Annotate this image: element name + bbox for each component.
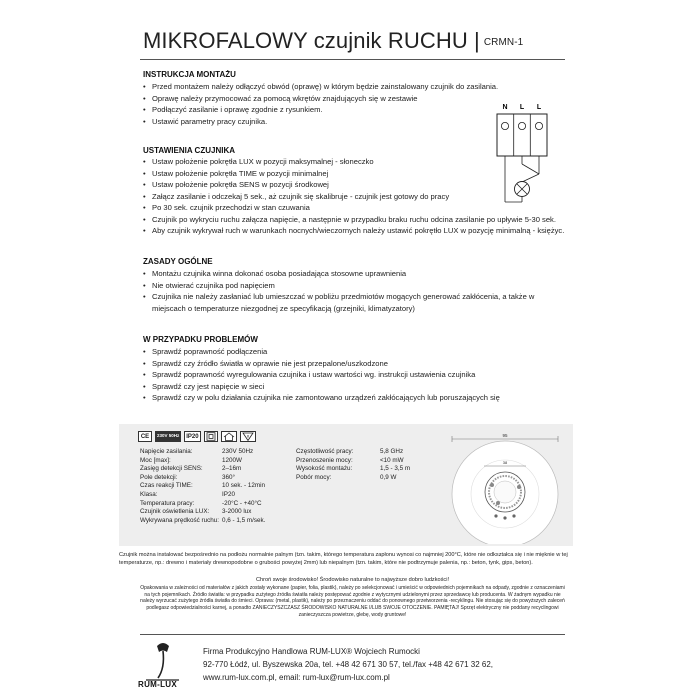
spec-row: Klasa: IP20 [140, 490, 235, 498]
sensor-drawing [440, 432, 570, 544]
spec-row: Napięcie zasilania: 230V 50Hz [140, 448, 254, 455]
list-item: • Po 30 sek. czujnik przechodzi w stan czuwania [143, 202, 563, 214]
footer-divider [140, 634, 565, 635]
problemy-list [143, 346, 563, 404]
spec-row: Częstotliwość pracy: 5,8 GHz [296, 448, 404, 455]
list-item: • Nie otwierać czujnika pod napięciem [143, 280, 563, 292]
eco-body: Opakowania w zależności od materiałów z jakich zostały wykonane (papier, folia, plastik), należy po selekcjonować i umieścić w odpowiednich pojemnikach na odpady, zgodnie z oznaczeniami na tych pojemnikach. Źródło światła: w przypadku zużytego źródła światła należy postępować zgodnie z wytycznymi udzielonymi przez sprzedawcę lub producenta. W żadnym wypadku nie należy wyrzucać zużytego źródła światła do śmieci. Oprawa: (metal, plastik), należy po przeznaczeniu oddać do ponownego przetworzenia -recyklingu. Nie stosując się do powyższych zaleceń podlegasz odpowiedzialności karnej, a ponadto ZANIECZYSZCZASZ ŚRODOWISKO NATURALNE I/LUB SWOJE OTOCZENIE. PAMIĘTAJ! Sprzęt elektryczny nie poddany recyclingowi zanieczyszcza powietrze, glebę, wody gruntowe! [140, 584, 565, 618]
warning-triangle-icon [240, 431, 256, 442]
title-text: MIKROFALOWY czujnik RUCHU | [143, 28, 480, 53]
indoor-use-icon [221, 431, 237, 442]
list-item: • Przed montażem należy odłączyć obwód (oprawę) w którym będzie zainstalowany czujnik do zasilania. [143, 81, 563, 93]
spec-row: Temperatura pracy: -20°C - +40°C [140, 499, 262, 507]
list-item: • Czujnik po wykryciu ruchu załącza napięcie, a następnie w przypadku braku ruchu odcina zasilanie po upływie 5-30 sek. [143, 214, 563, 226]
list-item: • Podłączyć zasilanie i oprawę zgodnie z rysunkiem. [143, 104, 563, 116]
wire-label-l1: L [519, 104, 525, 111]
company-info [203, 645, 493, 684]
spec-row: Wysokość montażu: 1,5 - 3,5 m [296, 465, 411, 473]
ip20-badge: IP20 [184, 431, 200, 442]
specs-left [140, 448, 265, 525]
spec-row: Pole detekcji: 360° [140, 473, 236, 481]
page-title [143, 28, 523, 54]
knob-icon [512, 514, 515, 517]
inner-diameter-label: 38 [502, 460, 508, 465]
list-item: • Sprawdź czy w polu działania czujnika nie zamontowano urządzeń zakłócających lub poruszających się [143, 392, 563, 404]
product-code: CRMN-1 [483, 36, 524, 48]
company-web: www.rum-lux.com.pl, email: rum-lux@rum-lux.com.pl [203, 673, 390, 682]
knob-icon [503, 516, 506, 519]
company-address: 92-770 Łódź, ul. Byszewska 20a, tel. +48 42 671 30 57, tel./fax +48 42 671 32 62, [203, 660, 493, 669]
ce-mark-badge: CE [138, 431, 152, 442]
wire-label-n: N [502, 104, 508, 111]
voltage-badge: 230V 50Hz [155, 431, 181, 442]
ustawienia-list [143, 156, 563, 237]
certification-badges [138, 431, 256, 442]
zasady-list [143, 268, 563, 314]
list-item: • Montażu czujnika winna dokonać osoba posiadająca stosowne uprawnienia [143, 268, 563, 280]
section-heading-ustawienia: USTAWIENIA CZUJNIKA [143, 146, 235, 155]
section-heading-montaz: INSTRUKCJA MONTAŻU [143, 70, 236, 79]
outer-diameter-label: 95 [502, 433, 508, 438]
knob-icon [494, 514, 497, 517]
list-item: • Załącz zasilanie i odczekaj 5 sek., aż czujnik się skalibruje - czujnik jest gotowy do pracy [143, 191, 563, 203]
header-divider [140, 59, 565, 60]
installation-note: Czujnik można instalować bezpośrednio na podłożu normalnie palnym (tzn. takim, którego temperatura zapłonu wynosi co najmniej 200°C, które nie odkształca się i nie mięknie w tej temperaturze, np.: drewno i materiały drewnopodobne o grubości powyżej 2mm) lub niepalnym (tzn. takim, które nie podtrzymuje palenia, np.: beton, tynk, gips, beton). [119, 552, 568, 566]
eco-heading: Chroń swoje środowisko! Środowisko naturalne to najwyższe dobro ludzkości! [255, 577, 450, 583]
spec-row: Przenoszenie mocy: <10 mW [296, 456, 404, 464]
list-item: • Ustaw położenie pokrętła TIME w pozycji minimalnej [143, 168, 563, 180]
spec-row: Moc [max]: 1200W [140, 456, 242, 464]
specs-right [296, 448, 410, 482]
logo-text: RUM-LUX [138, 680, 177, 689]
spec-row: Zasięg detekcji SENS: 2–16m [140, 465, 242, 473]
sensor-terminal-box [497, 114, 547, 156]
list-item: • Ustaw położenie pokrętła LUX w pozycji maksymalnej - słoneczko [143, 156, 563, 168]
list-item: • Sprawdź czy źródło światła w oprawie nie jest przepalone/uszkodzone [143, 358, 563, 370]
eco-notice [140, 577, 565, 619]
list-item: • Oprawę należy przymocować za pomocą wkrętów znajdujących się w zestawie [143, 93, 563, 105]
company-name: Firma Produkcyjno Handlowa RUM-LUX® Wojciech Rumocki [203, 647, 420, 656]
list-item: • Czujnika nie należy zasłaniać lub umieszczać w pobliżu przedmiotów mogących generować zakłócenia, a także w miejscach o temperaturze niezgodnej ze specyfikacją (grzejniki, klimatyzatory) [143, 291, 563, 314]
section-heading-zasady: ZASADY OGÓLNE [143, 257, 213, 266]
spec-row: Pobór mocy: 0,9 W [296, 473, 397, 481]
wire-label-l2: L [536, 104, 542, 111]
list-item: • Ustawić parametry pracy czujnika. [143, 116, 563, 128]
section-heading-problemy: W PRZYPADKU PROBLEMÓW [143, 335, 258, 344]
list-item: • Sprawdź czy jest napięcie w sieci [143, 381, 563, 393]
list-item: • Ustaw położenie pokrętła SENS w pozycji środkowej [143, 179, 563, 191]
spec-row: Czas reakcji TIME: 10 sek. - 12min [140, 482, 266, 490]
spec-row: Czujnik oświetlenia LUX: 3-2000 lux [140, 508, 252, 516]
class-ii-icon [204, 431, 218, 442]
spec-row: Wykrywana prędkość ruchu: 0,6 - 1,5 m/sek. [140, 516, 266, 524]
list-item: • Sprawdź poprawność podłączenia [143, 346, 563, 358]
list-item: • Sprawdź poprawność wyregulowania czujnika i ustaw wartości wg. instrukcji ustawienia czujnika [143, 369, 563, 381]
list-item: • Aby czujnik wykrywał ruch w warunkach nocnych/wieczornych należy ustawić pokrętło LUX w pozycję minimalną - księżyc. [143, 225, 563, 237]
